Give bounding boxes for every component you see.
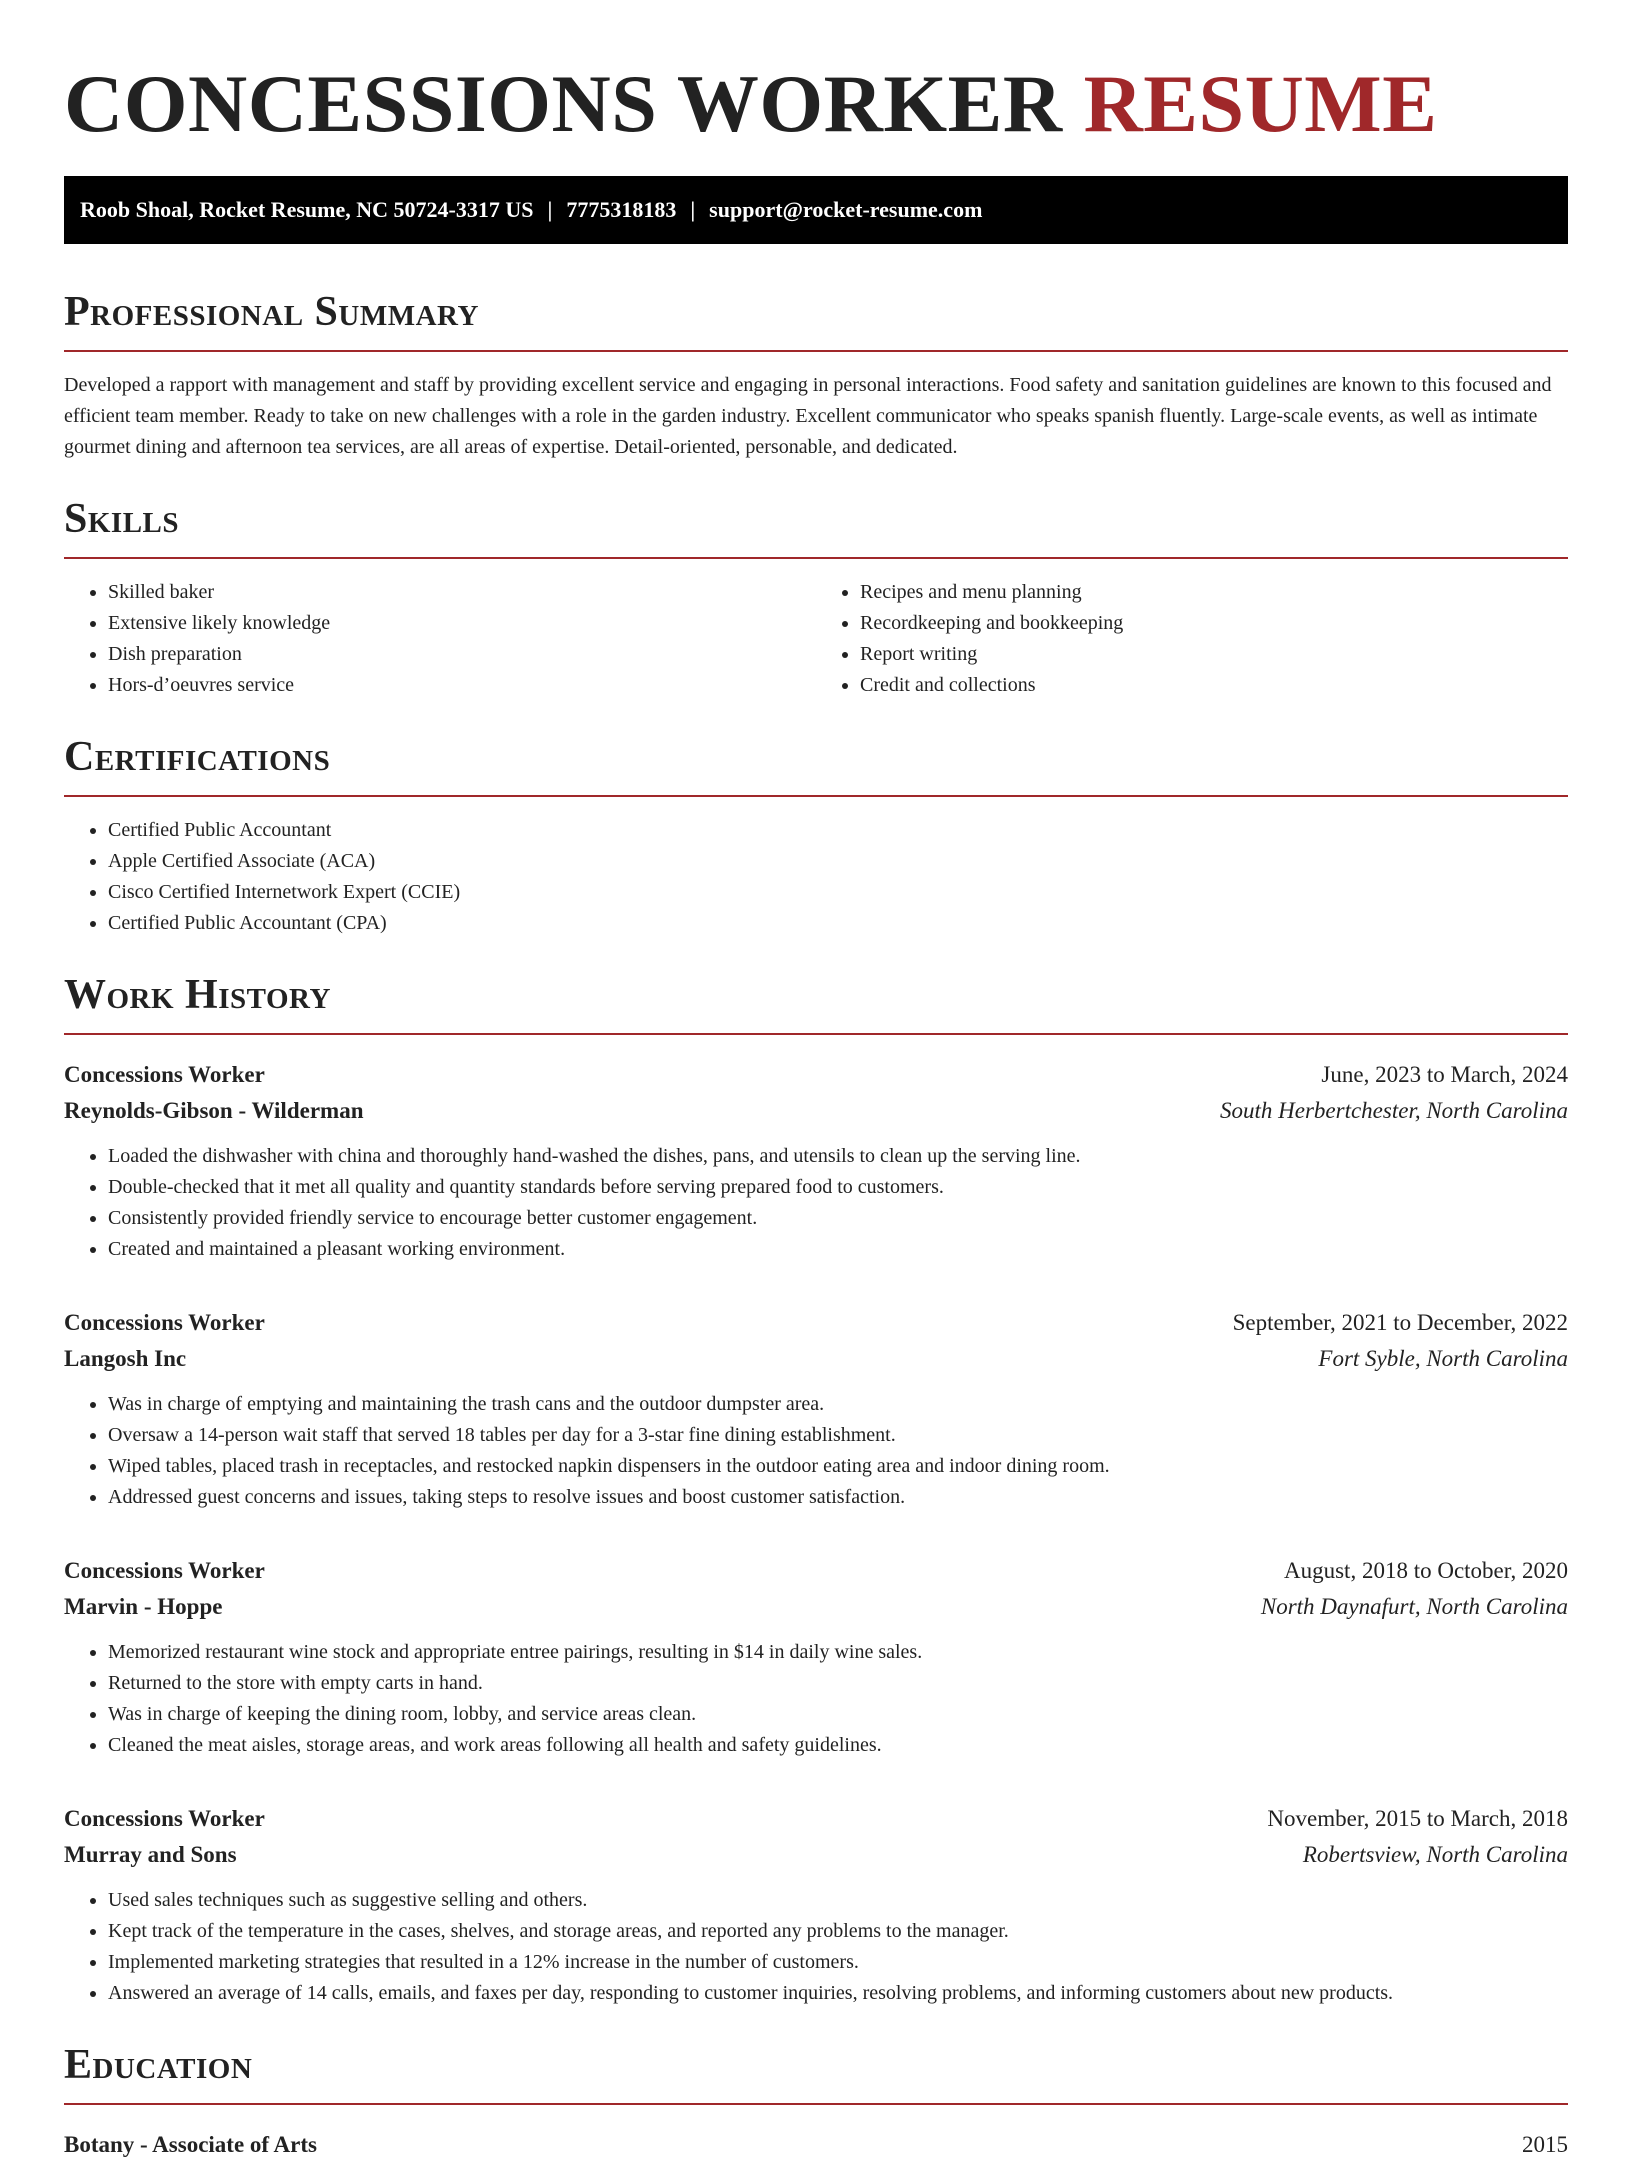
education-year: 2015 — [1522, 2132, 1568, 2157]
job-header-row — [64, 1801, 1568, 1837]
skill-item: • Credit and collections — [860, 670, 1568, 701]
contact-email[interactable]: support@rocket-resume.com — [709, 197, 983, 222]
skill-item: • Dish preparation — [108, 639, 816, 670]
job-header-row — [64, 1553, 1568, 1589]
job-duty: • Double-checked that it met all quality and quantity standards before serving prepared food to customers. — [108, 1172, 1568, 1203]
job-duty: • Cleaned the meat aisles, storage areas, and work areas following all health and safety guidelines. — [108, 1730, 1568, 1761]
skill-item: • Report writing — [860, 639, 1568, 670]
title-main: CONCESSIONS WORKER — [64, 58, 1063, 149]
job-duty: • Answered an average of 14 calls, emails, and faxes per day, responding to customer inquiries, resolving problems, and informing customers about new products. — [108, 1978, 1568, 2009]
summary-heading: Professional Summary — [64, 284, 1568, 352]
job-title: Concessions Worker — [64, 1310, 265, 1335]
skills-list-right — [816, 577, 1568, 701]
job-entry — [64, 1553, 1568, 1761]
job-entry — [64, 1305, 1568, 1513]
job-title: Concessions Worker — [64, 1806, 265, 1831]
certification-item: • Certified Public Accountant (CPA) — [108, 908, 1568, 939]
job-company: Marvin - Hoppe — [64, 1594, 223, 1619]
skill-item: • Recordkeeping and bookkeeping — [860, 608, 1568, 639]
skills-list-left — [64, 577, 816, 701]
job-header-row — [64, 1305, 1568, 1341]
job-company: Langosh Inc — [64, 1346, 187, 1371]
job-dates: August, 2018 to October, 2020 — [1284, 1558, 1568, 1583]
certification-item: • Certified Public Accountant — [108, 815, 1568, 846]
job-location: South Herbertchester, North Carolina — [1220, 1098, 1568, 1123]
education-row — [64, 2127, 1568, 2163]
job-duty: • Kept track of the temperature in the cases, shelves, and storage areas, and reported any problems to the manager. — [108, 1916, 1568, 1947]
job-duty: • Wiped tables, placed trash in receptacles, and restocked napkin dispensers in the outdoor eating area and indoor dining room. — [108, 1451, 1568, 1482]
skill-item: • Hors-d’oeuvres service — [108, 670, 816, 701]
job-duty: • Loaded the dishwasher with china and thoroughly hand-washed the dishes, pans, and utensils to clean up the serving line. — [108, 1141, 1568, 1172]
job-dates: September, 2021 to December, 2022 — [1232, 1310, 1568, 1335]
education-entry — [64, 2127, 1568, 2163]
job-duties — [64, 1389, 1568, 1513]
job-duty: • Created and maintained a pleasant working environment. — [108, 1234, 1568, 1265]
job-location: North Daynafurt, North Carolina — [1260, 1594, 1568, 1619]
skills-heading: Skills — [64, 491, 1568, 559]
job-duty: • Used sales techniques such as suggestive selling and others. — [108, 1885, 1568, 1916]
contact-separator: | — [547, 197, 553, 222]
job-title: Concessions Worker — [64, 1062, 265, 1087]
job-location: Fort Syble, North Carolina — [1318, 1346, 1568, 1371]
certification-item: • Apple Certified Associate (ACA) — [108, 846, 1568, 877]
skill-item: • Extensive likely knowledge — [108, 608, 816, 639]
job-dates: June, 2023 to March, 2024 — [1321, 1062, 1568, 1087]
job-company-row — [64, 1837, 1568, 1873]
education-degree: Botany - Associate of Arts — [64, 2132, 317, 2157]
work-history-heading: Work History — [64, 967, 1568, 1035]
job-duty: • Implemented marketing strategies that resulted in a 12% increase in the number of customers. — [108, 1947, 1568, 1978]
job-entry — [64, 1057, 1568, 1265]
summary-text: Developed a rapport with management and staff by providing excellent service and engaging in personal interactions. Food safety and sanitation guidelines are known to this focused and efficient team member. Ready to take on new challenges with a role in the garden industry. Excellent communicator who speaks spanish fluently. Large-scale events, as well as intimate gourmet dining and afternoon tea services, are all areas of expertise. Detail-oriented, personable, and dedicated. — [64, 374, 1552, 458]
job-entry — [64, 1801, 1568, 2009]
job-duty: • Was in charge of keeping the dining room, lobby, and service areas clean. — [108, 1699, 1568, 1730]
job-location: Robertsview, North Carolina — [1302, 1842, 1568, 1867]
job-duty: • Was in charge of emptying and maintaining the trash cans and the outdoor dumpster area. — [108, 1389, 1568, 1420]
title-accent: RESUME — [1083, 58, 1438, 149]
job-duty: • Addressed guest concerns and issues, taking steps to resolve issues and boost customer satisfaction. — [108, 1482, 1568, 1513]
job-company: Reynolds-Gibson - Wilderman — [64, 1098, 364, 1123]
job-title: Concessions Worker — [64, 1558, 265, 1583]
job-header-row — [64, 1057, 1568, 1093]
job-duties — [64, 1141, 1568, 1265]
resume-title — [64, 0, 1568, 152]
skill-item: • Recipes and menu planning — [860, 577, 1568, 608]
contact-separator: | — [690, 197, 696, 222]
skill-item: • Skilled baker — [108, 577, 816, 608]
certification-item: • Cisco Certified Internetwork Expert (CCIE) — [108, 877, 1568, 908]
job-duty: • Returned to the store with empty carts in hand. — [108, 1668, 1568, 1699]
job-duty: • Consistently provided friendly service to encourage better customer engagement. — [108, 1203, 1568, 1234]
job-company-row — [64, 1341, 1568, 1377]
education-heading: Education — [64, 2037, 1568, 2105]
job-company-row — [64, 1093, 1568, 1129]
skills-grid — [64, 577, 1568, 701]
certifications-heading: Certifications — [64, 729, 1568, 797]
job-dates: November, 2015 to March, 2018 — [1267, 1806, 1568, 1831]
contact-address: Roob Shoal, Rocket Resume, NC 50724-3317 US — [80, 197, 534, 222]
job-company: Murray and Sons — [64, 1842, 237, 1867]
job-duties — [64, 1885, 1568, 2009]
contact-phone: 7775318183 — [566, 197, 677, 222]
certifications-list — [64, 815, 1568, 939]
job-duties — [64, 1637, 1568, 1761]
resume-page — [64, 0, 1568, 2163]
job-company-row — [64, 1589, 1568, 1625]
job-duty: • Memorized restaurant wine stock and appropriate entree pairings, resulting in $14 in daily wine sales. — [108, 1637, 1568, 1668]
contact-bar — [64, 176, 1568, 244]
job-duty: • Oversaw a 14-person wait staff that served 18 tables per day for a 3-star fine dining establishment. — [108, 1420, 1568, 1451]
